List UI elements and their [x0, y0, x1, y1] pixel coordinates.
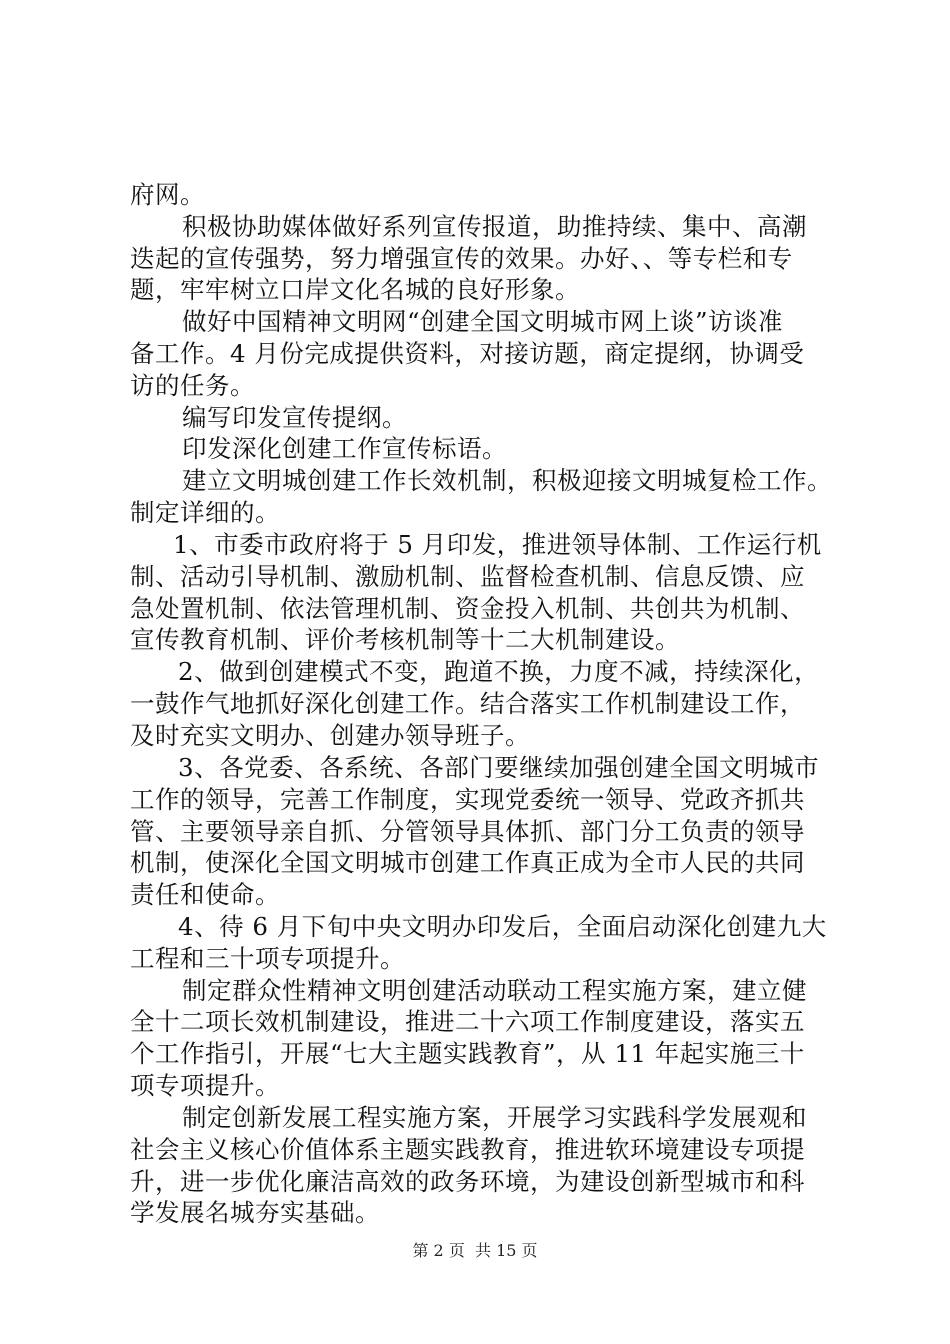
text-line: 2、做到创建模式不变，跑道不换，力度不减，持续深化， [178, 657, 820, 686]
text-line: 社会主义核心价值体系主题实践教育，推进软环境建设专项提 [130, 1135, 805, 1164]
text-line: 访的任务。 [130, 371, 255, 400]
text-line: 工作的领导，完善工作制度，实现党委统一领导、党政齐抓共 [130, 785, 805, 814]
text-line: 管、主要领导亲自抓、分管领导具体抓、部门分工负责的领导 [130, 817, 805, 846]
text-line: 个工作指引，开展“七大主题实践教育”，从 11 年起实施三十 [130, 1039, 805, 1068]
text-line: 备工作。4 月份完成提供资料，对接访题，商定提纲，协调受 [130, 339, 805, 368]
text-line: 建立文明城创建工作长效机制，积极迎接文明城复检工作。 [182, 466, 832, 495]
text-line: 1、市委市政府将于 5 月印发，推进领导体制、工作运行机 [173, 530, 822, 559]
text-line: 升，进一步优化廉洁高效的政务环境，为建设创新型城市和科 [130, 1167, 805, 1196]
page-footer [0, 1241, 950, 1261]
text-line: 工程和三十项专项提升。 [130, 944, 405, 973]
text-line: 急处置机制、依法管理机制、资金投入机制、共创共为机制、 [130, 594, 805, 623]
text-line: 3、各党委、各系统、各部门要继续加强创建全国文明城市 [178, 753, 820, 782]
text-line: 制定详细的。 [130, 498, 280, 527]
text-line: 及时充实文明办、创建办领导班子。 [130, 721, 530, 750]
text-line: 全十二项长效机制建设，推进二十六项工作制度建设，落实五 [130, 1007, 805, 1036]
page-number: 第 2 页 共 15 页 [412, 1241, 538, 1260]
text-line: 制定群众性精神文明创建活动联动工程实施方案，建立健 [182, 976, 807, 1005]
text-line: 题，牢牢树立口岸文化名城的良好形象。 [130, 275, 580, 304]
text-line: 一鼓作气地抓好深化创建工作。结合落实工作机制建设工作， [130, 689, 805, 718]
text-line: 学发展名城夯实基础。 [130, 1198, 380, 1227]
text-line: 迭起的宣传强势，努力增强宣传的效果。办好、、等专栏和专 [130, 244, 793, 273]
text-line: 4、待 6 月下旬中央文明办印发后，全面启动深化创建九大 [178, 912, 827, 941]
text-line: 机制，使深化全国文明城市创建工作真正成为全市人民的共同 [130, 848, 805, 877]
text-line: 做好中国精神文明网“创建全国文明城市网上谈”访谈准 [182, 307, 784, 336]
text-line: 制定创新发展工程实施方案，开展学习实践科学发展观和 [182, 1103, 807, 1132]
text-line: 宣传教育机制、评价考核机制等十二大机制建设。 [130, 625, 680, 654]
text-line: 印发深化创建工作宣传标语。 [182, 434, 507, 463]
text-line: 府网。 [130, 180, 205, 209]
text-line: 编写印发宣传提纲。 [182, 403, 407, 432]
text-line: 项专项提升。 [130, 1071, 280, 1100]
text-line: 责任和使命。 [130, 880, 280, 909]
text-line: 制、活动引导机制、激励机制、监督检查机制、信息反馈、应 [130, 562, 805, 591]
text-line: 积极协助媒体做好系列宣传报道，助推持续、集中、高潮 [182, 212, 807, 241]
